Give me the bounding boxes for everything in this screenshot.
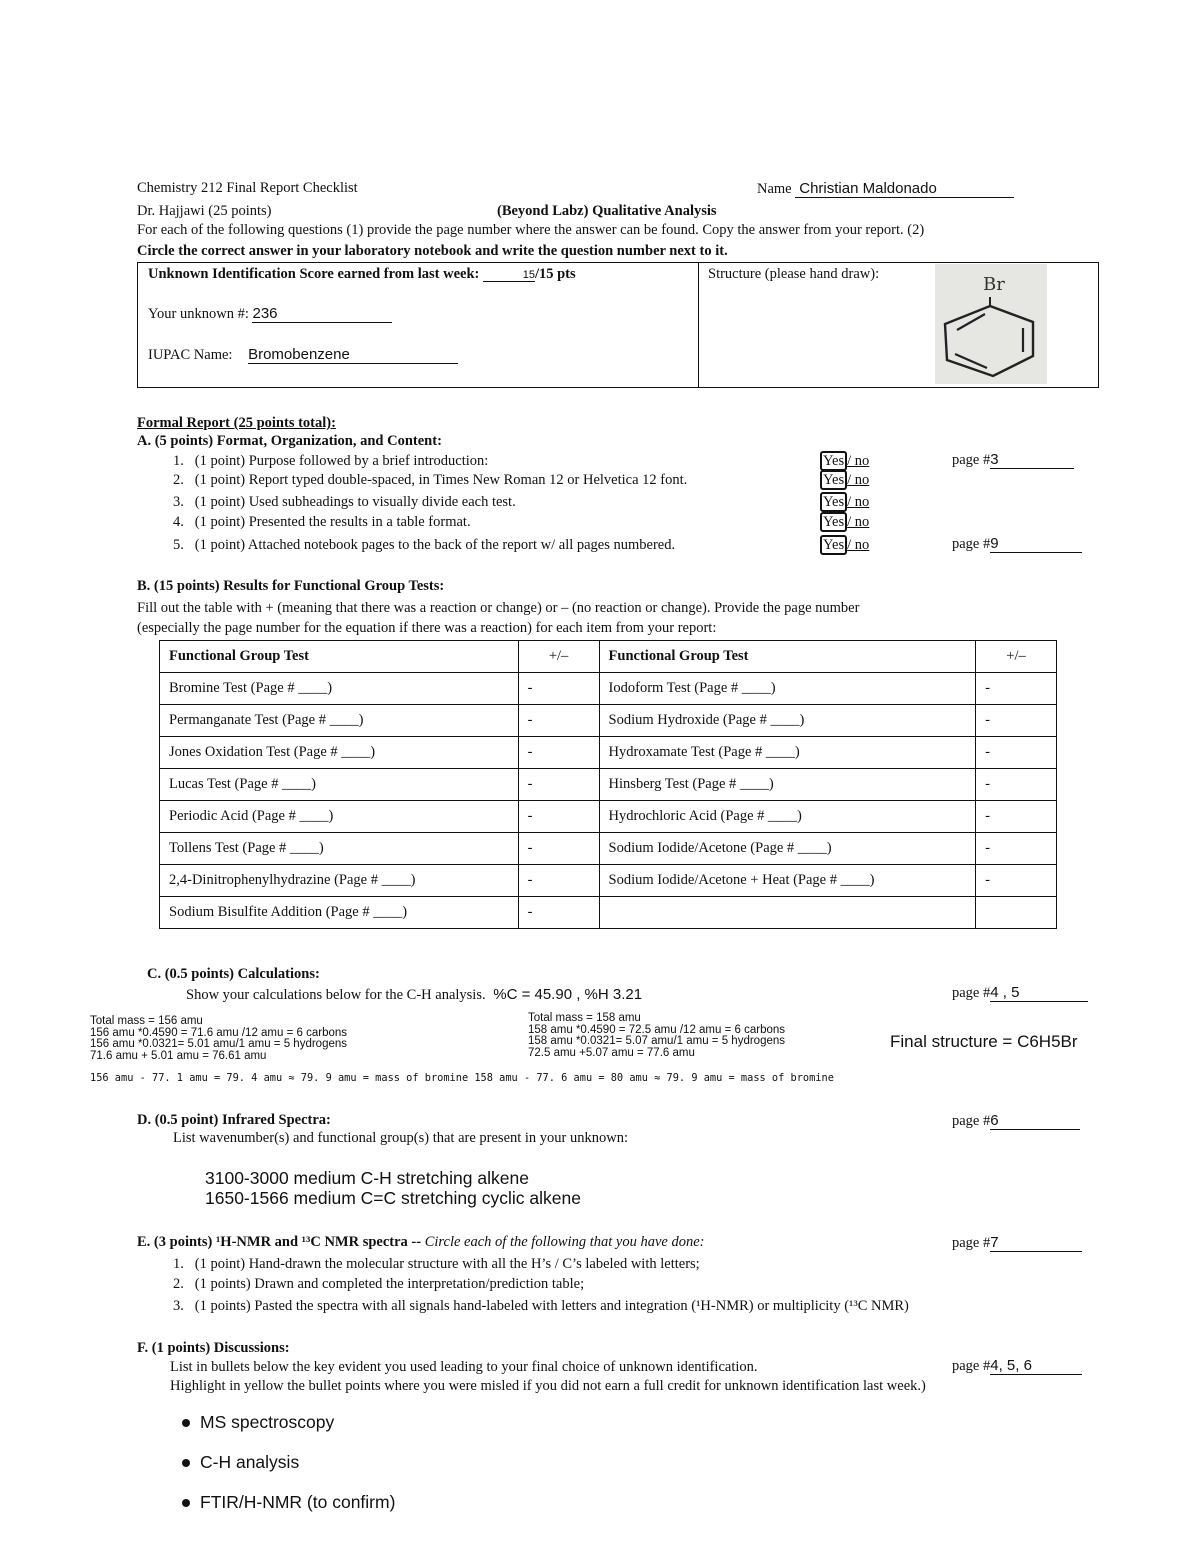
calc-line: 158 amu *0.4590 = 72.5 amu /12 amu = 6 carbons: [528, 1023, 786, 1036]
page-label: page #: [952, 1235, 991, 1251]
a-item-5-page: [952, 535, 1082, 553]
e-item-text: (1 points) Drawn and completed the interpretation/prediction table;: [194, 1276, 585, 1292]
a-item-1: [173, 453, 488, 470]
a-item-num: 4.: [173, 514, 184, 530]
table-row: [160, 769, 1057, 801]
test-result[interactable]: -: [518, 897, 599, 929]
table-row: [160, 673, 1057, 705]
ir-answer[interactable]: [205, 1168, 581, 1208]
bromine-label: Br: [983, 274, 1005, 295]
name-row: [757, 180, 1014, 198]
yes-circled[interactable]: Yes: [820, 512, 847, 532]
a-item-num: 2.: [173, 472, 184, 488]
section-f-desc-2: Highlight in yellow the bullet points where you were misled if you did not earn a full credit for unknown identification last week.): [170, 1378, 926, 1394]
calc-line: Total mass = 158 amu: [528, 1012, 641, 1024]
page-field[interactable]: 7: [990, 1234, 1082, 1252]
bullet-text: FTIR/H-NMR (to confirm): [200, 1492, 396, 1512]
a-item-text: (1 point) Used subheadings to visually divide each test.: [194, 494, 516, 510]
no-option[interactable]: / no: [847, 514, 870, 530]
a-item-4: [173, 514, 471, 531]
test-result[interactable]: -: [976, 865, 1057, 897]
a-item-num: 1.: [173, 453, 184, 469]
score-label: Unknown Identification Score earned from last week:: [148, 266, 480, 282]
e-item-text: (1 point) Hand-drawn the molecular structure with all the H’s / C’s labeled with letters;: [194, 1256, 700, 1272]
page-field[interactable]: 9: [990, 535, 1082, 553]
page-label: page #: [952, 452, 991, 468]
e-item-2[interactable]: [173, 1276, 584, 1293]
section-e-page: [952, 1234, 1082, 1252]
test-name: Permanganate Test (Page # ____): [160, 705, 519, 737]
test-name: Lucas Test (Page # ____): [160, 769, 519, 801]
bullet-item[interactable]: [182, 1452, 299, 1473]
e-item-3[interactable]: [173, 1298, 909, 1315]
bullet-icon: [182, 1459, 190, 1467]
unknown-label: Your unknown #:: [148, 306, 249, 322]
section-d-page: [952, 1112, 1080, 1130]
yes-circled[interactable]: Yes: [820, 451, 847, 471]
a-item-text: (1 point) Attached notebook pages to the back of the report w/ all pages numbered.: [194, 537, 676, 553]
section-f-page: [952, 1357, 1082, 1375]
bullet-item[interactable]: [182, 1492, 395, 1513]
test-result[interactable]: -: [518, 833, 599, 865]
page-field[interactable]: 4, 5, 6: [990, 1357, 1082, 1375]
a-item-5-answer[interactable]: [820, 537, 869, 554]
subtitle: (Beyond Labz) Qualitative Analysis: [497, 203, 717, 219]
a-item-1-answer[interactable]: [820, 453, 869, 470]
bullet-icon: [182, 1419, 190, 1427]
no-option[interactable]: / no: [847, 453, 870, 469]
calc-bromine-line: 156 amu - 77. 1 amu = 79. 4 amu ≈ 79. 9 amu = mass of bromine 158 amu - 77. 6 amu = 80 amu ≈ 79. 9 amu = mass of bromine: [90, 1072, 834, 1084]
section-c-desc: Show your calculations below for the C-H analysis.: [186, 987, 486, 1003]
test-name: [599, 897, 976, 929]
a-item-text: (1 point) Report typed double-spaced, in Times New Roman 12 or Helvetica 12 font.: [194, 472, 688, 488]
a-item-num: 3.: [173, 494, 184, 510]
calc-line: Total mass = 156 amu: [90, 1015, 203, 1027]
iupac-row: [148, 346, 458, 364]
unknown-number-field[interactable]: 236: [252, 305, 392, 323]
page-label: page #: [952, 536, 991, 552]
calc-line: 72.5 amu +5.07 amu = 77.6 amu: [528, 1046, 695, 1059]
test-result[interactable]: -: [976, 833, 1057, 865]
table-row: [160, 833, 1057, 865]
a-item-4-answer[interactable]: [820, 514, 869, 531]
test-name: Sodium Bisulfite Addition (Page # ____): [160, 897, 519, 929]
calc-left-block: [90, 1016, 347, 1062]
unknown-row: [148, 305, 392, 323]
score-total: /15 pts: [534, 266, 576, 282]
no-option[interactable]: / no: [847, 537, 870, 553]
ir-line: 1650-1566 medium C=C stretching cyclic alkene: [205, 1188, 581, 1208]
section-c-title: C. (0.5 points) Calculations:: [147, 966, 320, 982]
iupac-label: IUPAC Name:: [148, 347, 233, 363]
table-row: [160, 705, 1057, 737]
section-a-title: A. (5 points) Format, Organization, and Content:: [137, 433, 442, 449]
test-result[interactable]: -: [518, 865, 599, 897]
calc-right-block: [528, 1013, 785, 1059]
test-name: Jones Oxidation Test (Page # ____): [160, 737, 519, 769]
no-option[interactable]: / no: [847, 472, 870, 488]
functional-group-table: [159, 640, 1057, 929]
e-item-num: 2.: [173, 1276, 184, 1292]
course-title: Chemistry 212 Final Report Checklist: [137, 180, 358, 196]
test-result[interactable]: -: [518, 673, 599, 705]
calc-line: 158 amu *0.0321= 5.07 amu/1 amu = 5 hydrogens: [528, 1035, 786, 1047]
e-item-num: 1.: [173, 1256, 184, 1272]
col-header-test: Functional Group Test: [599, 641, 976, 673]
bullet-icon: [182, 1499, 190, 1507]
section-b-desc-1: Fill out the table with + (meaning that there was a reaction or change) or – (no reaction or change). Provide the page number: [137, 600, 860, 616]
section-e-instruction: Circle each of the following that you have done:: [424, 1234, 705, 1250]
a-item-2-answer[interactable]: [820, 472, 869, 489]
table-row: [160, 801, 1057, 833]
e-item-1[interactable]: [173, 1256, 700, 1273]
test-result[interactable]: -: [976, 673, 1057, 705]
a-item-text: (1 point) Presented the results in a table format.: [194, 514, 471, 530]
section-f-desc-1: List in bullets below the key evident you used leading to your final choice of unknown identification.: [170, 1359, 758, 1375]
test-name: 2,4-Dinitrophenylhydrazine (Page # ____): [160, 865, 519, 897]
test-result[interactable]: -: [518, 769, 599, 801]
yes-circled[interactable]: Yes: [820, 535, 847, 555]
a-item-text: (1 point) Purpose followed by a brief introduction:: [194, 453, 489, 469]
test-result[interactable]: -: [976, 705, 1057, 737]
a-item-3-answer[interactable]: [820, 494, 869, 511]
col-header-result: +/–: [518, 641, 599, 673]
table-header-row: [160, 641, 1057, 673]
test-result[interactable]: -: [976, 801, 1057, 833]
calc-line: 156 amu *0.4590 = 71.6 amu /12 amu = 6 carbons: [90, 1026, 348, 1039]
table-row: [160, 865, 1057, 897]
ir-line: 3100-3000 medium C-H stretching alkene: [205, 1168, 529, 1188]
test-name: Sodium Hydroxide (Page # ____): [599, 705, 976, 737]
yes-circled[interactable]: Yes: [820, 470, 847, 490]
page-label: page #: [952, 1113, 991, 1129]
instructions-line-2: Circle the correct answer in your laboratory notebook and write the question number next to it.: [137, 243, 728, 259]
page-field[interactable]: 6: [990, 1112, 1080, 1130]
table-row: [160, 737, 1057, 769]
a-item-num: 5.: [173, 537, 184, 553]
section-b-desc-2: (especially the page number for the equation if there was a reaction) for each item from your report:: [137, 620, 717, 636]
bullet-text: C-H analysis: [200, 1452, 300, 1472]
section-d-title: D. (0.5 point) Infrared Spectra:: [137, 1112, 331, 1128]
col-header-result: +/–: [976, 641, 1057, 673]
score-row: [148, 266, 576, 283]
page-field[interactable]: 4 , 5: [990, 984, 1088, 1002]
e-item-text: (1 points) Pasted the spectra with all signals hand-labeled with letters and integration (¹H-NMR) or multiplicity (¹³C NMR): [194, 1298, 909, 1314]
test-name: Hydroxamate Test (Page # ____): [599, 737, 976, 769]
test-name: Periodic Acid (Page # ____): [160, 801, 519, 833]
instructor: Dr. Hajjawi (25 points): [137, 203, 272, 219]
section-b-title: B. (15 points) Results for Functional Group Tests:: [137, 578, 445, 594]
structure-drawing: [935, 264, 1047, 384]
section-c-desc-row: [186, 986, 642, 1004]
test-result[interactable]: -: [518, 705, 599, 737]
ch-values[interactable]: %C = 45.90 , %H 3.21: [493, 986, 643, 1003]
page-field[interactable]: 3: [990, 451, 1074, 469]
test-result[interactable]: -: [518, 737, 599, 769]
table-row: [160, 897, 1057, 929]
test-result[interactable]: -: [518, 801, 599, 833]
a-item-2: [173, 472, 687, 489]
yes-circled[interactable]: Yes: [820, 492, 847, 512]
benzene-ring-icon: [935, 264, 1047, 384]
test-name: Sodium Iodide/Acetone (Page # ____): [599, 833, 976, 865]
a-item-5: [173, 537, 675, 554]
bullet-text: MS spectroscopy: [200, 1412, 335, 1432]
name-label: Name: [757, 181, 792, 197]
section-d-desc: List wavenumber(s) and functional group(s) that are present in your unknown:: [173, 1130, 629, 1146]
instructions-line-1: For each of the following questions (1) provide the page number where the answer can be found. Copy the answer from your report. (2): [137, 222, 925, 238]
a-item-3: [173, 494, 516, 511]
page-label: page #: [952, 1358, 991, 1374]
test-result[interactable]: -: [976, 737, 1057, 769]
test-name: Hydrochloric Acid (Page # ____): [599, 801, 976, 833]
iupac-name-field[interactable]: Bromobenzene: [248, 346, 458, 364]
test-result[interactable]: -: [976, 769, 1057, 801]
e-item-num: 3.: [173, 1298, 184, 1314]
section-c-page: [952, 984, 1088, 1002]
bullet-item[interactable]: [182, 1412, 334, 1433]
final-structure: Final structure = C6H5Br: [890, 1032, 1078, 1051]
section-f-title: F. (1 points) Discussions:: [137, 1340, 290, 1356]
calc-line: 156 amu *0.0321= 5.01 amu/1 amu = 5 hydrogens: [90, 1038, 348, 1050]
no-option[interactable]: / no: [847, 494, 870, 510]
a-item-1-page: [952, 451, 1074, 469]
section-e-header: [137, 1234, 704, 1251]
calc-line: 71.6 amu + 5.01 amu = 76.61 amu: [90, 1049, 267, 1062]
test-name: Iodoform Test (Page # ____): [599, 673, 976, 705]
test-result[interactable]: [976, 897, 1057, 929]
col-header-test: Functional Group Test: [160, 641, 519, 673]
test-name: Hinsberg Test (Page # ____): [599, 769, 976, 801]
section-e-title: E. (3 points) ¹H-NMR and ¹³C NMR spectra --: [137, 1234, 422, 1250]
formal-report-title: Formal Report (25 points total):: [137, 415, 336, 431]
test-name: Bromine Test (Page # ____): [160, 673, 519, 705]
test-name: Sodium Iodide/Acetone + Heat (Page # ____): [599, 865, 976, 897]
test-name: Tollens Test (Page # ____): [160, 833, 519, 865]
name-field[interactable]: Christian Maldonado: [795, 180, 1014, 198]
structure-label: Structure (please hand draw):: [708, 266, 880, 282]
page-label: page #: [952, 985, 991, 1001]
score-value[interactable]: 15: [483, 269, 535, 282]
